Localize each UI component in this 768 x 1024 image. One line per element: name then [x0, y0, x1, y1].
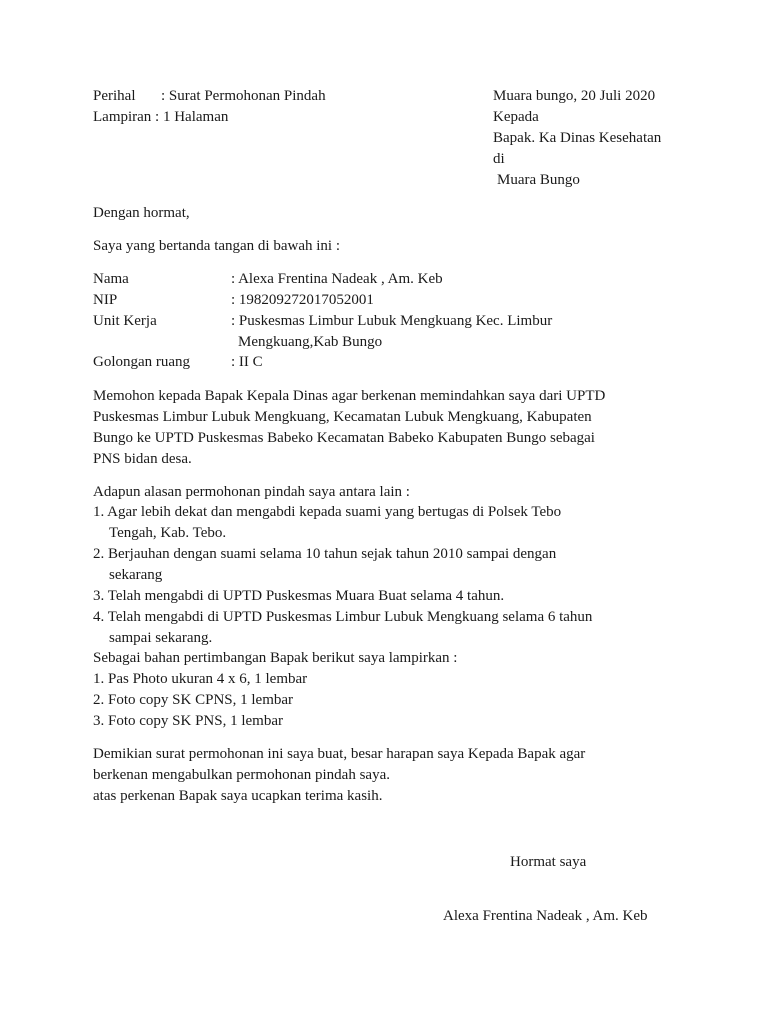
unit-value-line-2: Mengkuang,Kab Bungo	[238, 334, 383, 350]
di-text: di	[493, 151, 505, 167]
reason-item-continued: sekarang	[109, 567, 163, 583]
request-line: PNS bidan desa.	[93, 451, 192, 467]
request-line: Bungo ke UPTD Puskesmas Babeko Kecamatan Babeko Kabupaten Bungo sebagai	[93, 430, 595, 446]
golongan-value: : II C	[231, 354, 263, 370]
perihal-value: : Surat Permohonan Pindah	[161, 88, 326, 104]
nip-label: NIP	[93, 292, 118, 308]
reason-item-continued: sampai sekarang.	[109, 630, 213, 646]
nip-value: : 198209272017052001	[231, 292, 374, 308]
unit-value-line-1: : Puskesmas Limbur Lubuk Mengkuang Kec. Limbur	[231, 313, 553, 329]
nama-label: Nama	[93, 271, 129, 287]
intro-text: Saya yang bertanda tangan di bawah ini :	[93, 238, 341, 254]
attachment-item: 2. Foto copy SK CPNS, 1 lembar	[93, 692, 294, 708]
closing-line: Demikian surat permohonan ini saya buat, besar harapan saya Kepada Bapak agar	[93, 746, 586, 762]
reason-item: 4. Telah mengabdi di UPTD Puskesmas Limbur Lubuk Mengkuang selama 6 tahun	[93, 609, 593, 625]
reason-item: 2. Berjauhan dengan suami selama 10 tahun sejak tahun 2010 sampai dengan	[93, 546, 557, 562]
signature-salutation: Hormat saya	[510, 854, 587, 870]
attachments-title: Sebagai bahan pertimbangan Bapak berikut saya lampirkan :	[93, 650, 458, 666]
reason-item: 1. Agar lebih dekat dan mengabdi kepada suami yang bertugas di Polsek Tebo	[93, 504, 562, 520]
request-line: Puskesmas Limbur Lubuk Mengkuang, Kecamatan Lubuk Mengkuang, Kabupaten	[93, 409, 592, 425]
recipient-city: Muara Bungo	[497, 172, 580, 188]
recipient-text: Bapak. Ka Dinas Kesehatan	[493, 130, 662, 146]
signature-name: Alexa Frentina Nadeak , Am. Keb	[443, 908, 648, 924]
golongan-label: Golongan ruang	[93, 354, 191, 370]
greeting: Dengan hormat,	[93, 205, 190, 221]
request-line: Memohon kepada Bapak Kepala Dinas agar berkenan memindahkan saya dari UPTD	[93, 388, 606, 404]
kepada-text: Kepada	[493, 109, 539, 125]
lampiran-text: Lampiran : 1 Halaman	[93, 109, 229, 125]
reason-item: 3. Telah mengabdi di UPTD Puskesmas Muara Buat selama 4 tahun.	[93, 588, 505, 604]
closing-line: atas perkenan Bapak saya ucapkan terima kasih.	[93, 788, 383, 804]
letter-date: Muara bungo, 20 Juli 2020	[493, 88, 656, 104]
attachment-item: 1. Pas Photo ukuran 4 x 6, 1 lembar	[93, 671, 308, 687]
closing-line: berkenan mengabulkan permohonan pindah saya.	[93, 767, 390, 783]
reasons-title: Adapun alasan permohonan pindah saya antara lain :	[93, 484, 410, 500]
attachment-item: 3. Foto copy SK PNS, 1 lembar	[93, 713, 284, 729]
perihal-label: Perihal	[93, 88, 136, 104]
nama-value: : Alexa Frentina Nadeak , Am. Keb	[231, 271, 443, 287]
reason-item-continued: Tengah, Kab. Tebo.	[109, 525, 227, 541]
unit-label: Unit Kerja	[93, 313, 157, 329]
